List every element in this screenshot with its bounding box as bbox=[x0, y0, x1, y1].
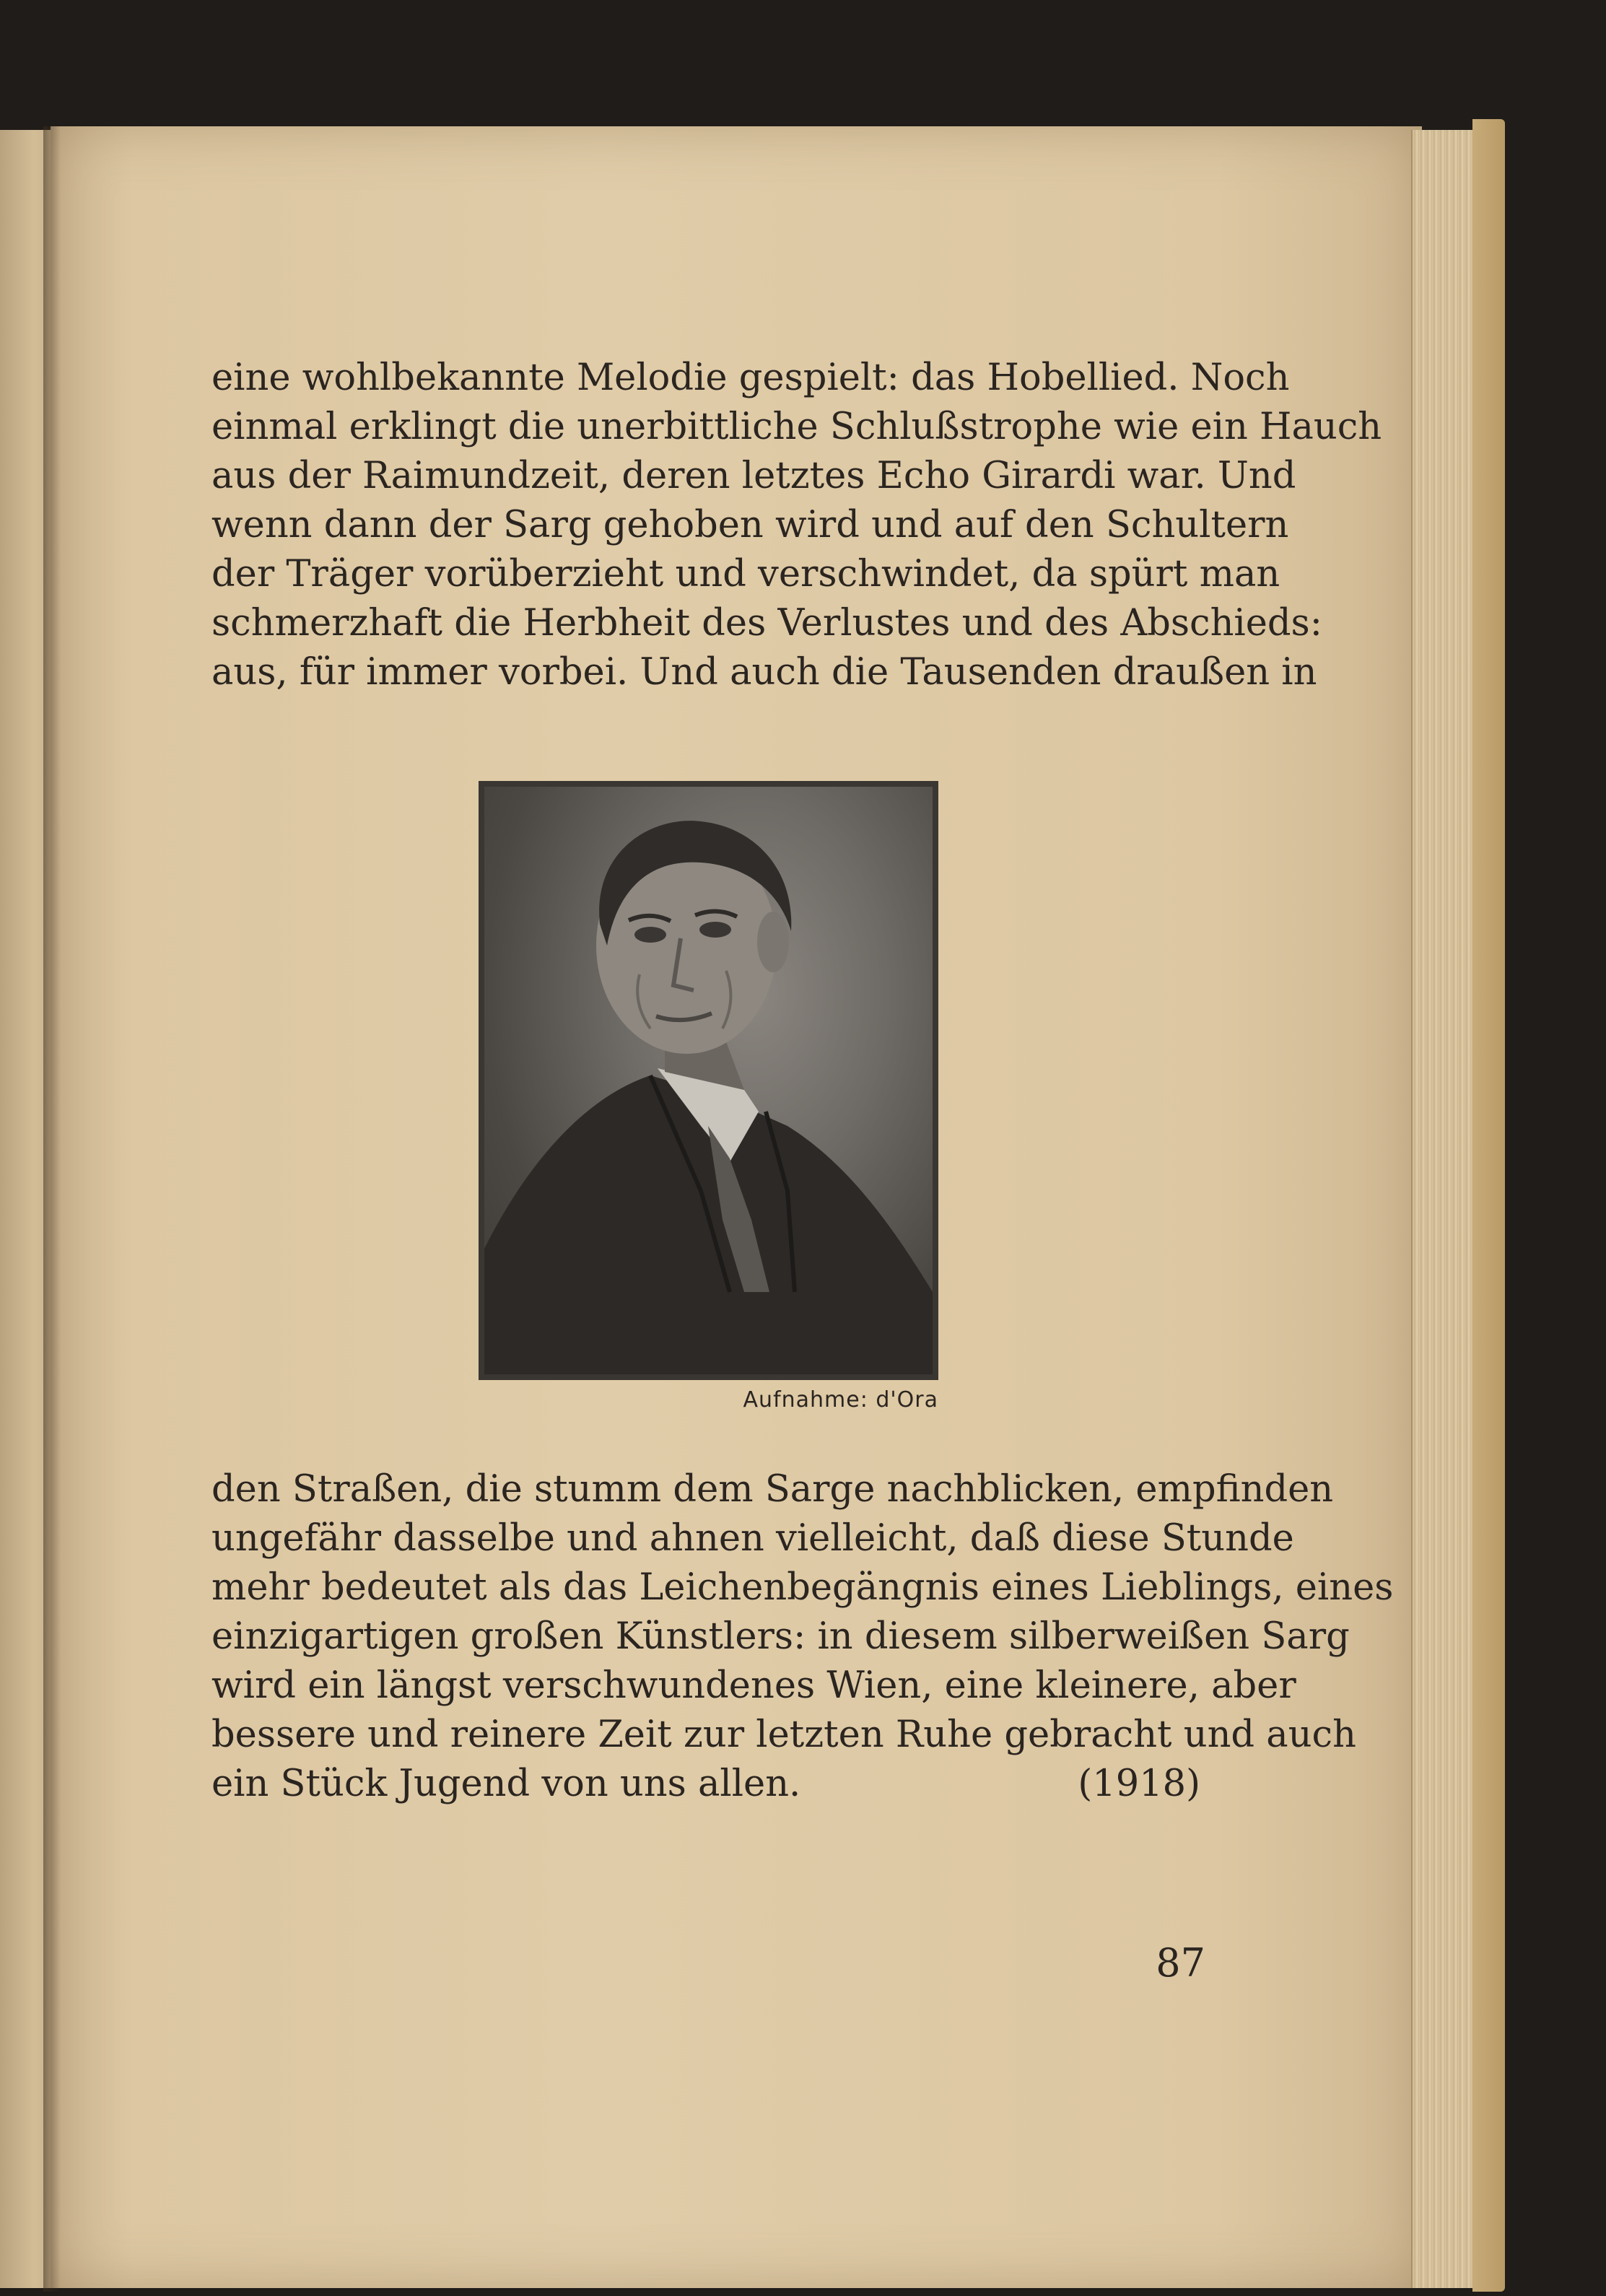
text-line: den Straßen, die stumm dem Sarge nachblicken, empfinden bbox=[211, 1468, 1334, 1511]
text-line: mehr bedeutet als das Leichenbegängnis eines Lieblings, eines bbox=[211, 1566, 1394, 1609]
text-line: einzigartigen großen Künstlers: in diesem silberweißen Sarg bbox=[211, 1615, 1350, 1658]
text-line: schmerzhaft die Herbheit des Verlustes und des Abschieds: bbox=[211, 602, 1322, 645]
text-line: bessere und reinere Zeit zur letzten Ruhe gebracht und auch bbox=[211, 1714, 1356, 1756]
final-line-text: ein Stück Jugend von uns allen. bbox=[211, 1763, 801, 1805]
text-line: der Träger vorüberzieht und verschwindet, da spürt man bbox=[211, 553, 1280, 595]
text-line: ungefähr dasselbe und ahnen vielleicht, daß diese Stunde bbox=[211, 1517, 1294, 1560]
text-line: einmal erklingt die unerbittliche Schlußstrophe wie ein Hauch bbox=[211, 406, 1382, 448]
text-line: wenn dann der Sarg gehoben wird und auf den Schultern bbox=[211, 504, 1289, 546]
page-edges bbox=[1411, 130, 1474, 2288]
portrait-illustration bbox=[484, 787, 933, 1374]
bottom-paragraph bbox=[211, 1465, 1394, 1809]
text-line: wird ein längst verschwundenes Wien, eine kleinere, aber bbox=[211, 1664, 1296, 1707]
page-number: 87 bbox=[1156, 1940, 1205, 1986]
final-line bbox=[211, 1760, 1200, 1809]
text-line: aus der Raimundzeit, deren letztes Echo Girardi war. Und bbox=[211, 455, 1296, 497]
top-paragraph bbox=[211, 354, 1382, 697]
photo-caption: Aufnahme: d'Ora bbox=[743, 1387, 938, 1413]
portrait-image bbox=[484, 787, 933, 1374]
spine-shadow bbox=[43, 126, 61, 2292]
text-line: aus, für immer vorbei. Und auch die Tausenden draußen in bbox=[211, 651, 1317, 694]
year-note: (1918) bbox=[1078, 1763, 1200, 1805]
cover-edge bbox=[1472, 119, 1505, 2292]
text-line: eine wohlbekannte Melodie gespielt: das Hobellied. Noch bbox=[211, 357, 1290, 399]
portrait-photo bbox=[479, 781, 938, 1380]
